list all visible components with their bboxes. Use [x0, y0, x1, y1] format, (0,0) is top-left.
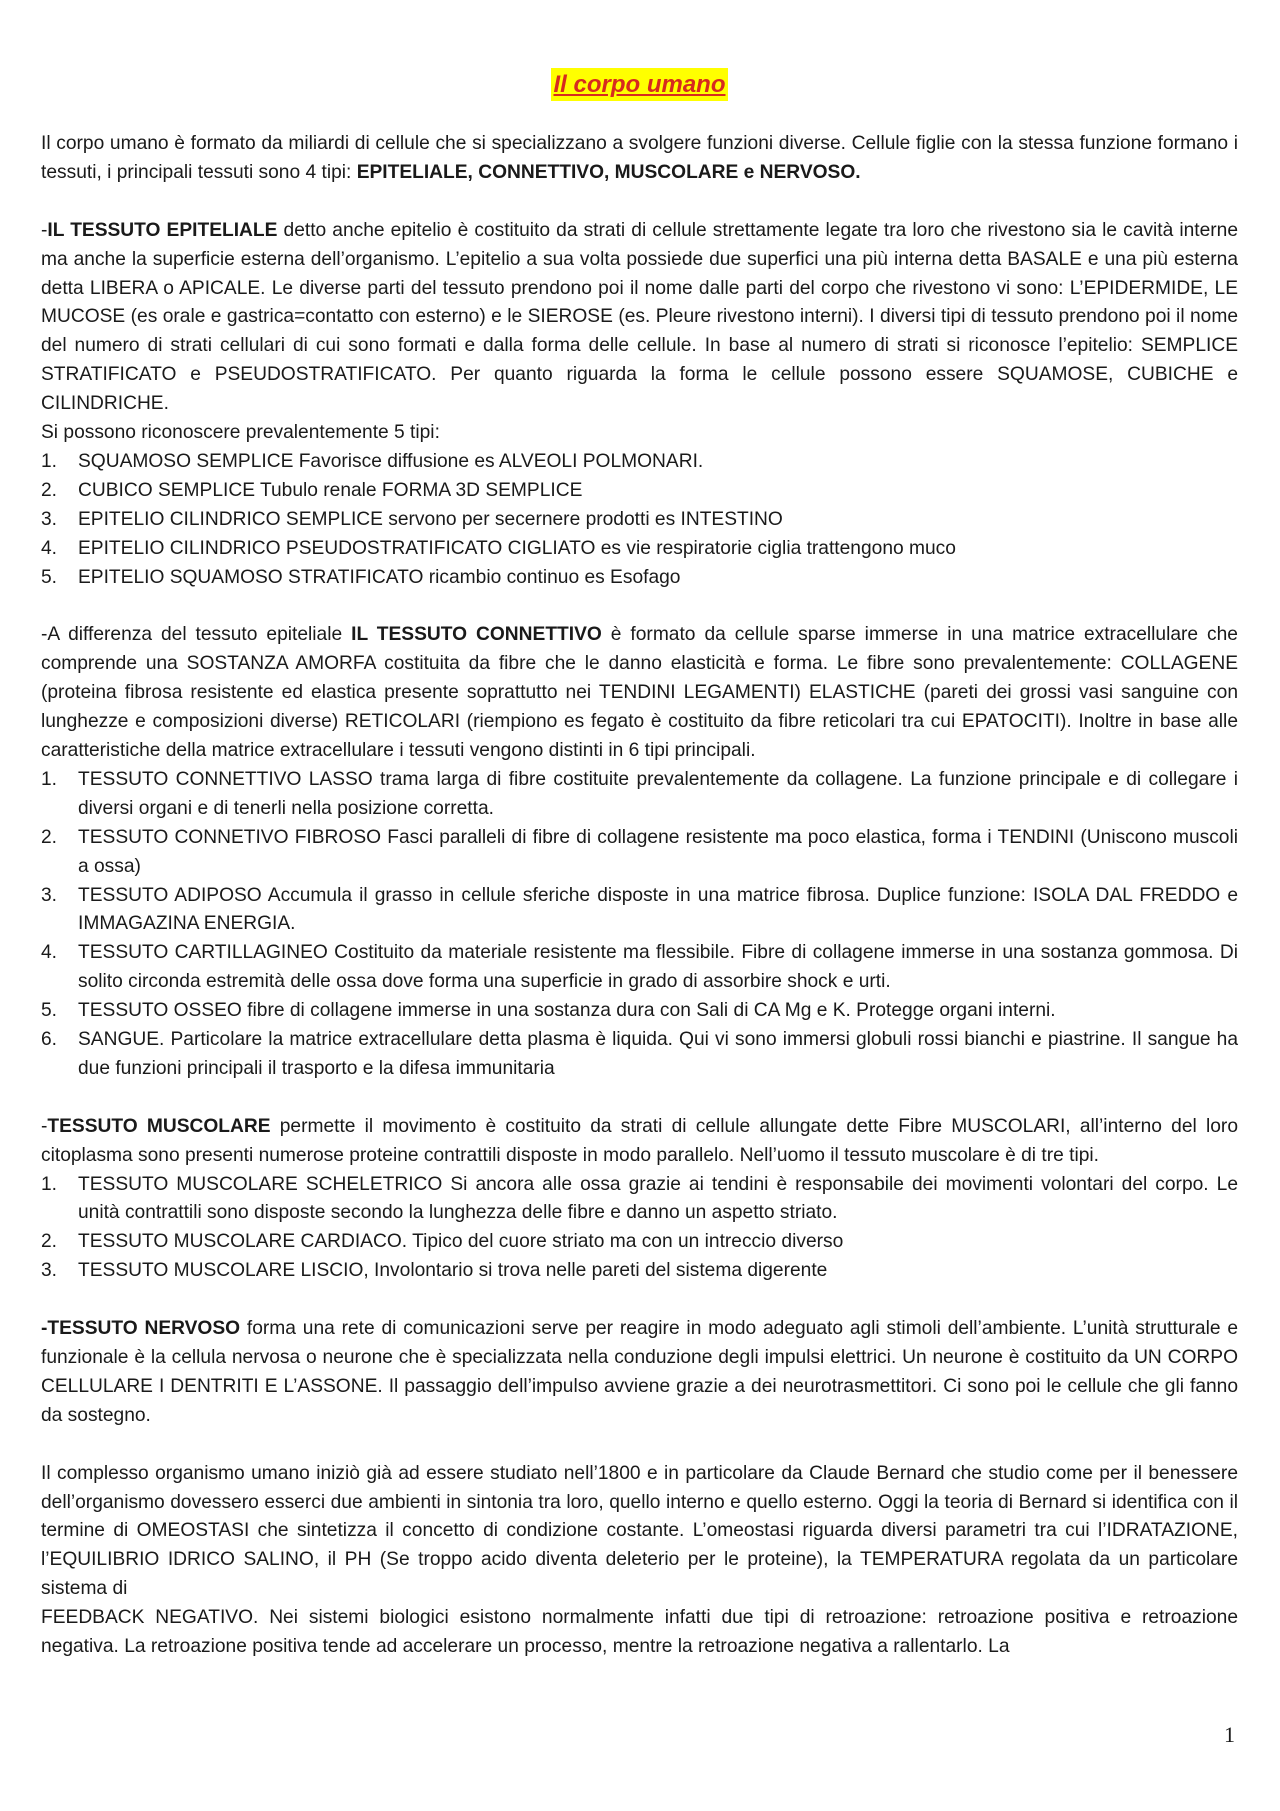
- list-text: TESSUTO ADIPOSO Accumula il grasso in cellule sferiche disposte in una matrice fibrosa. Duplice funzione: ISOLA DAL FREDDO e IMMAGAZINA ENERGIA.: [78, 884, 1238, 935]
- spacer: [41, 188, 1238, 217]
- list-text: TESSUTO MUSCOLARE CARDIACO. Tipico del cuore striato ma con un intreccio diverso: [78, 1231, 844, 1253]
- list-text: TESSUTO CARTILLAGINEO Costituito da materiale resistente ma flessibile. Fibre di collagene immerse in una sostanza gommosa. Di solito circonda estremità delle ossa dove forma una superficie in grado di assorbire shock e urti.: [78, 942, 1238, 993]
- list-number: 1.: [41, 450, 58, 472]
- list-text: EPITELIO SQUAMOSO STRATIFICATO ricambio continuo es Esofago: [78, 566, 681, 588]
- list-text: TESSUTO CONNETIVO FIBROSO Fasci paralleli di fibre di collagene resistente ma poco elastica, forma i TENDINI (Uniscono muscoli a ossa): [78, 826, 1238, 877]
- epiteliale-heading: IL TESSUTO EPITELIALE: [47, 219, 278, 241]
- epiteliale-prefix: -: [41, 219, 48, 241]
- muscolare-list: [41, 1171, 1238, 1287]
- list-item: [41, 882, 1238, 940]
- list-number: 4.: [41, 537, 58, 559]
- muscolare-text: permette il movimento è costituito da strati di cellule allungate dette Fibre MUSCOLARI, all’interno del loro citoplasma sono presenti numerose proteine contrattili disposte in modo parallelo. Nell’uomo il tessuto muscolare è di tre tipi.: [41, 1115, 1238, 1166]
- list-number: 4.: [41, 942, 58, 964]
- list-item: [41, 477, 1238, 506]
- connettivo-list: [41, 766, 1238, 1084]
- connettivo-pre: -A differenza del tessuto epiteliale: [41, 624, 352, 646]
- list-item: [41, 506, 1238, 535]
- nervoso-heading: -TESSUTO NERVOSO: [41, 1318, 241, 1340]
- list-text: CUBICO SEMPLICE Tubulo renale FORMA 3D SEMPLICE: [78, 479, 583, 501]
- list-item: [41, 564, 1238, 593]
- list-text: TESSUTO MUSCOLARE LISCIO, Involontario si trova nelle pareti del sistema digerente: [78, 1260, 828, 1282]
- spacer: [41, 1084, 1238, 1113]
- nervoso-text: forma una rete di comunicazioni serve per reagire in modo adeguato agli stimoli dell’ambiente. L’unità strutturale e funzionale è la cellula nervosa o neurone che è specializzata nella conduzione degli impulsi elettrici. Un neurone è costituito da UN CORPO CELLULARE I DENTRITI E L’ASSONE. Il passaggio dell’impulso avviene grazie a dei neurotrasmettitori. Ci sono poi le cellule che gli fanno da sostegno.: [41, 1318, 1238, 1426]
- epiteliale-lead: Si possono riconoscere prevalentemente 5 tipi:: [41, 422, 440, 444]
- intro-paragraph: [41, 130, 1238, 188]
- epiteliale-text: detto anche epitelio è costituito da strati di cellule strettamente legate tra loro che rivestono sia le cavità interne ma anche la superficie esterna dell’organismo. L’epitelio a sua volta possiede due superfici una più interna detta BASALE e una più esterna detta LIBERA o APICALE. Le diverse parti del tessuto prendono poi il nome dalle parti del corpo che rivestono vi sono: L’EPIDERMIDE, LE MUCOSE (es orale e gastrica=contatto con esterno) e le SIEROSE (es. Pleure rivestono interni). I diversi tipi di tessuto prendono poi il nome del numero di strati cellulari di cui sono formati e dalla forma delle cellule. In base al numero di strati si riconosce l’epitelio: SEMPLICE STRATIFICATO e PSEUDOSTRATIFICATO. Per quanto riguarda la forma le cellule possono essere SQUAMOSE, CUBICHE e CILINDRICHE.: [41, 219, 1238, 415]
- list-text: TESSUTO MUSCOLARE SCHELETRICO Si ancora alle ossa grazie ai tendini è responsabile dei movimenti volontari del corpo. Le unità contrattili sono disposte secondo la lunghezza delle fibre e danno un aspetto striato.: [78, 1173, 1238, 1224]
- list-item: [41, 535, 1238, 564]
- spacer: [41, 1431, 1238, 1460]
- list-text: SQUAMOSO SEMPLICE Favorisce diffusione es ALVEOLI POLMONARI.: [78, 450, 704, 472]
- list-item: [41, 824, 1238, 882]
- title-wrap: [41, 68, 1238, 101]
- list-number: 6.: [41, 1029, 58, 1051]
- list-number: 2.: [41, 1231, 58, 1253]
- list-text: EPITELIO CILINDRICO PSEUDOSTRATIFICATO CIGLIATO es vie respiratorie ciglia trattengono muco: [78, 537, 956, 559]
- list-item: [41, 1257, 1238, 1286]
- list-number: 5.: [41, 566, 58, 588]
- spacer: [41, 592, 1238, 621]
- muscolare-prefix: -: [41, 1115, 48, 1137]
- connettivo-paragraph: [41, 621, 1238, 766]
- connettivo-heading: IL TESSUTO CONNETTIVO: [351, 624, 602, 646]
- omeostasi-paragraph: Il complesso organismo umano iniziò già ad essere studiato nell’1800 e in particolare da Claude Bernard che studio come per il benessere dell’organismo dovessero esserci due ambienti in sintonia tra loro, quello interno e quello esterno. Oggi la teoria di Bernard si identifica con il termine di OMEOSTASI che sintetizza il concetto di condizione costante. L’omeostasi riguarda diversi parametri tra cui l’IDRATAZIONE, l’EQUILIBRIO IDRICO SALINO, il PH (Se troppo acido diventa deleterio per le proteine), la TEMPERATURA regolata da un particolare sistema di: [41, 1462, 1238, 1600]
- list-item: [41, 1171, 1238, 1229]
- list-item: [41, 448, 1238, 477]
- feedback-paragraph: FEEDBACK NEGATIVO. Nei sistemi biologici esistono normalmente infatti due tipi di retroazione: retroazione positiva e retroazione negativa. La retroazione positiva tende ad accelerare un processo, mentre la retroazione negativa a rallentarlo. La: [41, 1607, 1238, 1658]
- connettivo-text: è formato da cellule sparse immerse in una matrice extracellulare che comprende una SOSTANZA AMORFA costituita da fibre che le danno elasticità e forma. Le fibre sono prevalentemente: COLLAGENE (proteina fibrosa resistente ed elastica presente soprattutto nei TENDINI LEGAMENTI) ELASTICHE (pareti dei grossi vasi sanguine con lunghezze e composizioni diverse) RETICOLARI (riempiono es fegato è costituito da fibre reticolari tra cui EPATOCITI). Inoltre in base alle caratteristiche della matrice extracellulare i tessuti vengono distinti in 6 tipi principali.: [41, 624, 1238, 761]
- muscolare-paragraph: [41, 1113, 1238, 1171]
- list-number: 2.: [41, 479, 58, 501]
- list-number: 1.: [41, 768, 58, 790]
- list-text: TESSUTO OSSEO fibre di collagene immerse in una sostanza dura con Sali di CA Mg e K. Protegge organi interni.: [78, 1000, 1056, 1022]
- list-number: 3.: [41, 508, 58, 530]
- muscolare-heading: TESSUTO MUSCOLARE: [47, 1115, 271, 1137]
- list-text: SANGUE. Particolare la matrice extracellulare detta plasma è liquida. Qui vi sono immersi globuli rossi bianchi e piastrine. Il sangue ha due funzioni principali il trasporto e la difesa immunitaria: [78, 1029, 1238, 1079]
- list-number: 1.: [41, 1173, 58, 1195]
- list-number: 3.: [41, 1260, 58, 1282]
- page-number: 1: [1224, 1722, 1235, 1747]
- list-item: [41, 1228, 1238, 1257]
- nervoso-paragraph: [41, 1315, 1238, 1431]
- list-text: TESSUTO CONNETTIVO LASSO trama larga di fibre costituite prevalentemente da collagene. La funzione principale e di collegare i diversi organi e di tenerli nella posizione corretta.: [78, 768, 1238, 819]
- epiteliale-paragraph: [41, 217, 1238, 419]
- intro-text: Il corpo umano è formato da miliardi di cellule che si specializzano a svolgere funzioni diverse. Cellule figlie con la stessa funzione formano i tessuti, i principali tessuti sono 4 tipi:: [41, 133, 1238, 183]
- list-item: [41, 939, 1238, 997]
- list-item: [41, 766, 1238, 824]
- list-number: 2.: [41, 826, 58, 848]
- list-text: EPITELIO CILINDRICO SEMPLICE servono per secernere prodotti es INTESTINO: [78, 508, 783, 530]
- intro-bold: EPITELIALE, CONNETTIVO, MUSCOLARE e NERVOSO.: [356, 161, 861, 183]
- list-item: [41, 997, 1238, 1026]
- spacer: [41, 1286, 1238, 1315]
- list-number: 5.: [41, 1000, 58, 1022]
- page-title: Il corpo umano: [551, 68, 727, 101]
- list-item: [41, 1026, 1238, 1084]
- list-number: 3.: [41, 884, 58, 906]
- epiteliale-list: [41, 448, 1238, 593]
